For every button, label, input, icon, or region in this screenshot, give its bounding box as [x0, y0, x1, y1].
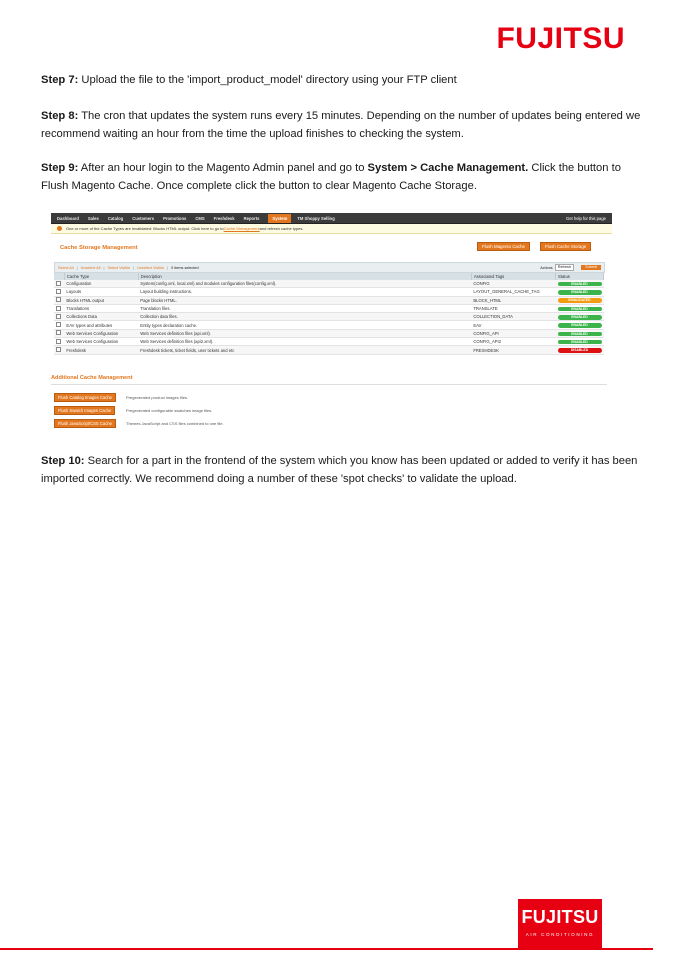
- status-cell: [556, 329, 604, 337]
- checkbox-cell: [54, 304, 64, 312]
- status-badge: INVALIDATED: [558, 298, 602, 303]
- status-cell: [556, 304, 604, 312]
- status-cell: [556, 338, 604, 346]
- row-checkbox[interactable]: [56, 322, 61, 327]
- cache-type-cell: Configuration: [64, 280, 138, 288]
- unselect-visible-link[interactable]: Unselect Visible: [137, 265, 165, 270]
- nav-freshdesk[interactable]: Freshdesk: [213, 215, 235, 221]
- flush-swatch-images-desc: Pregenerated configurable swatches image files.: [126, 408, 213, 413]
- row-checkbox[interactable]: [56, 281, 61, 286]
- status-badge: ENABLED: [558, 307, 602, 312]
- admin-nav: [51, 213, 612, 224]
- status-cell: [556, 288, 604, 296]
- checkbox-cell: [54, 313, 64, 321]
- row-checkbox[interactable]: [56, 314, 61, 319]
- fujitsu-logo-text: FUJITSU: [496, 22, 625, 55]
- step-8: [41, 107, 641, 143]
- status-cell: [556, 280, 604, 288]
- status-cell: [556, 296, 604, 304]
- items-selected: 0 items selected: [171, 265, 199, 270]
- status-cell: [556, 346, 604, 354]
- footer-logo-tagline: AIR CONDITIONING: [525, 932, 595, 937]
- step-9-text-c: Click the button to Flush Magento Cache. Once complete click the button to clear Magento Cache Storage.: [41, 162, 621, 192]
- step-7-label: Step 7:: [41, 74, 79, 86]
- nav-sales[interactable]: Sales: [87, 215, 99, 221]
- cache-notice: [51, 224, 612, 234]
- flush-js-css-desc: Themes JavaScript and CSS files combined to one file.: [126, 421, 224, 426]
- status-badge: ENABLED: [558, 332, 602, 337]
- table-row[interactable]: [54, 304, 604, 312]
- step-8-text: The cron that updates the system runs every 15 minutes. Depending on the number of updates being entered we recommend waiting an hour from the time the upload finishes to checking the system.: [41, 110, 641, 140]
- flush-js-css-button[interactable]: Flush JavaScript/CSS Cache: [54, 419, 116, 428]
- additional-cache-title: Additional Cache Management: [51, 375, 133, 381]
- cache-grid: [54, 273, 604, 355]
- step-10-text: Search for a part in the frontend of the system which you know has been updated or added to verify it has been imported correctly. We recommend doing a number of these 'spot checks' to validate the upload.: [41, 455, 638, 485]
- step-10-label: Step 10:: [41, 455, 85, 467]
- table-row[interactable]: [54, 338, 604, 346]
- table-row[interactable]: [54, 280, 604, 288]
- notice-text: One or more of the Cache Types are invalidated: Blocks HTML output. Click here to go to: [66, 226, 224, 231]
- status-cell: [556, 313, 604, 321]
- row-checkbox[interactable]: [56, 347, 61, 352]
- col-cache-type[interactable]: Cache Type: [64, 273, 138, 280]
- flush-cache-storage-button[interactable]: Flush Cache Storage: [540, 242, 591, 251]
- footer-logo-text: FUJITSU: [521, 907, 599, 927]
- nav-dashboard[interactable]: Dashboard: [57, 215, 79, 221]
- tag-cell: BLOCK_HTML: [471, 296, 555, 304]
- cache-type-cell: Web Services Configuration: [64, 329, 138, 337]
- col-description[interactable]: Description: [138, 273, 471, 280]
- nav-system[interactable]: System: [268, 214, 291, 223]
- row-checkbox[interactable]: [56, 306, 61, 311]
- cache-type-cell: Collections Data: [64, 313, 138, 321]
- status-badge: DISABLED: [558, 348, 602, 353]
- table-row[interactable]: [54, 346, 604, 354]
- row-checkbox[interactable]: [56, 297, 61, 302]
- description-cell: Page blocks HTML.: [138, 296, 471, 304]
- notice-icon: [57, 226, 62, 231]
- status-badge: ENABLED: [558, 290, 602, 295]
- status-badge: ENABLED: [558, 340, 602, 345]
- cache-type-cell: Freshdesk: [64, 346, 138, 354]
- divider: [51, 384, 607, 385]
- cache-type-cell: Translations: [64, 304, 138, 312]
- nav-promotions[interactable]: Promotions: [163, 215, 187, 221]
- description-cell: Layout building instructions.: [138, 288, 471, 296]
- checkbox-cell: [54, 296, 64, 304]
- checkbox-cell: [54, 280, 64, 288]
- step-7-text: Upload the file to the 'import_product_model' directory using your FTP client: [78, 74, 457, 86]
- description-cell: Translation files.: [138, 304, 471, 312]
- footer-rule: [0, 948, 653, 950]
- table-row[interactable]: [54, 296, 604, 304]
- nav-customers[interactable]: Customers: [132, 215, 155, 221]
- flush-catalog-images-desc: Pregenerated product images files.: [126, 395, 189, 400]
- col-status[interactable]: Status: [556, 273, 604, 280]
- description-cell: System(config.xml, local.xml) and modules configuration files(config.xml).: [138, 280, 471, 288]
- checkbox-cell: [54, 288, 64, 296]
- checkbox-cell: [54, 346, 64, 354]
- step-9-label: Step 9:: [41, 162, 79, 174]
- flush-swatch-images-button[interactable]: Flush Swatch Images Cache: [54, 406, 115, 415]
- flush-magento-cache-button[interactable]: Flush Magento Cache: [477, 242, 530, 251]
- step-9: [41, 159, 641, 195]
- actions-label: Actions: [540, 265, 553, 270]
- tag-cell: CONFIG_API2: [471, 338, 555, 346]
- checkbox-cell: [54, 321, 64, 329]
- tag-cell: LAYOUT_GENERAL_CACHE_TAG: [471, 288, 555, 296]
- col-tags[interactable]: Associated Tags: [471, 273, 555, 280]
- row-checkbox[interactable]: [56, 339, 61, 344]
- nav-catalog[interactable]: Catalog: [107, 215, 124, 221]
- status-badge: ENABLED: [558, 323, 602, 328]
- tag-cell: TRANSLATE: [471, 304, 555, 312]
- table-row[interactable]: [54, 329, 604, 337]
- table-row[interactable]: [54, 288, 604, 296]
- status-badge: ENABLED: [558, 315, 602, 320]
- tag-cell: EAV: [471, 321, 555, 329]
- status-cell: [556, 321, 604, 329]
- cache-type-cell: Web Services Configuration: [64, 338, 138, 346]
- checkbox-cell: [54, 338, 64, 346]
- cache-type-cell: EAV types and attributes: [64, 321, 138, 329]
- step-9-text-a: After an hour login to the Magento Admin panel and go to: [78, 162, 368, 174]
- status-badge: ENABLED: [558, 282, 602, 287]
- fujitsu-footer-logo: [518, 899, 602, 948]
- actions-group: [540, 264, 574, 271]
- step-10: [41, 452, 641, 488]
- select-visible-link[interactable]: Select Visible: [107, 265, 131, 270]
- help-link[interactable]: Get help for this page: [565, 215, 606, 221]
- step-9-bold: System > Cache Management.: [367, 162, 529, 174]
- row-checkbox[interactable]: [56, 330, 61, 335]
- mass-action-toolbar: Select All | Unselect All | Select Visible | Unselect Visible | 0 items selected Actions Refresh Submit: [54, 262, 605, 273]
- step-8-label: Step 8:: [41, 110, 79, 122]
- nav-cms[interactable]: CMS: [195, 215, 205, 221]
- nav-tm-shoppy[interactable]: TM Shoppy Selling: [297, 215, 335, 221]
- tag-cell: CONFIG_API: [471, 329, 555, 337]
- row-checkbox[interactable]: [56, 289, 61, 294]
- nav-reports[interactable]: Reports: [243, 215, 260, 221]
- flush-catalog-images-button[interactable]: Flush Catalog Images Cache: [54, 393, 116, 402]
- submit-button[interactable]: Submit: [581, 265, 601, 270]
- col-checkbox: [54, 273, 64, 280]
- cache-type-cell: Blocks HTML output: [64, 296, 138, 304]
- fujitsu-logo: [496, 22, 625, 56]
- table-row[interactable]: [54, 313, 604, 321]
- notice-link[interactable]: Cache Management: [223, 226, 260, 231]
- magento-cache-screenshot: [51, 213, 612, 431]
- description-cell: Web Services definition files (api2.xml).: [138, 338, 471, 346]
- table-row[interactable]: [54, 321, 604, 329]
- description-cell: Entity types declaration cache.: [138, 321, 471, 329]
- tag-cell: COLLECTION_DATA: [471, 313, 555, 321]
- checkbox-cell: [54, 329, 64, 337]
- cache-storage-title: Cache Storage Management: [60, 245, 138, 251]
- cache-type-cell: Layouts: [64, 288, 138, 296]
- select-all-link[interactable]: Select All: [58, 265, 74, 270]
- actions-select[interactable]: Refresh: [555, 264, 574, 271]
- description-cell: Freshdesk tickets, ticket fields, user tickets and etc: [138, 346, 471, 354]
- unselect-all-link[interactable]: Unselect All: [80, 265, 101, 270]
- description-cell: Web Services definition files (api.xml).: [138, 329, 471, 337]
- step-7: [41, 71, 641, 89]
- tag-cell: CONFIG: [471, 280, 555, 288]
- description-cell: Collection data files.: [138, 313, 471, 321]
- tag-cell: FRESHDESK: [471, 346, 555, 354]
- notice-end: and refresh cache types.: [259, 226, 304, 231]
